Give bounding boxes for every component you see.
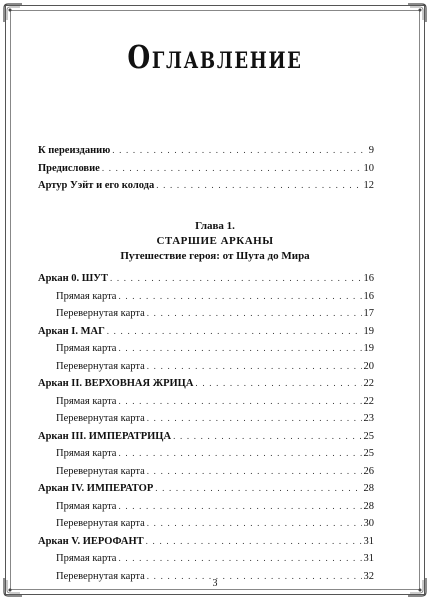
leader-dots: [118, 498, 361, 516]
toc-entry-page: 20: [363, 360, 374, 372]
toc-entry-page: 30: [363, 518, 374, 529]
toc-entry-page: 32: [363, 570, 374, 582]
toc-entry-arcana[interactable]: [38, 428, 374, 446]
toc-entry-label: Прямая карта: [56, 553, 117, 564]
toc-entry-page: 16: [363, 273, 374, 284]
arcana-list: [38, 270, 374, 585]
toc-entry-label: Перевернутая карта: [56, 360, 145, 372]
chapter-subtitle: Путешествие героя: от Шута до Мира: [120, 250, 310, 262]
toc-entry-label: Аркан 0. ШУТ: [38, 273, 108, 284]
toc-entry-label: Предисловие: [38, 162, 100, 174]
toc-entry-page: 22: [363, 395, 374, 407]
page-number: 3: [212, 578, 218, 589]
leader-dots: [107, 323, 362, 341]
toc-entry-label: Прямая карта: [56, 500, 117, 512]
toc-entry-label: Перевернутая карта: [56, 465, 145, 477]
toc-entry-label: К переизданию: [38, 145, 111, 156]
leader-dots: [147, 410, 362, 428]
toc-entry-card[interactable]: [38, 445, 374, 463]
toc-entry-label: Перевернутая карта: [56, 308, 145, 319]
front-matter-list: [38, 142, 374, 195]
leader-dots: [146, 533, 362, 551]
page-title: Оглавление: [127, 38, 303, 76]
toc-entry-page: 25: [363, 430, 374, 442]
toc-entry-page: 16: [363, 290, 374, 302]
toc-entry-page: 9: [368, 145, 374, 156]
chapter-name: СТАРШИЕ АРКАНЫ: [156, 235, 274, 247]
leader-dots: [110, 270, 362, 288]
toc-entry-label: Аркан III. ИМПЕРАТРИЦА: [38, 430, 172, 442]
leader-dots: [118, 550, 361, 568]
leader-dots: [195, 375, 361, 393]
chapter-heading: [0, 219, 430, 264]
toc-entry-label: Аркан V. ИЕРОФАНТ: [38, 535, 144, 547]
toc-entry-label: Прямая карта: [56, 395, 117, 407]
toc-entry-card[interactable]: [38, 515, 374, 533]
toc-entry[interactable]: [38, 177, 374, 195]
toc-entry-label: Прямая карта: [56, 343, 117, 354]
corner-ornament-icon: [406, 2, 428, 24]
leader-dots: [118, 445, 361, 463]
toc-entry-label: Аркан I. МАГ: [38, 325, 105, 337]
toc-entry-page: 12: [363, 180, 374, 191]
toc-entry-card[interactable]: [38, 463, 374, 481]
toc-entry-label: Перевернутая карта: [56, 413, 145, 424]
toc-entry-card[interactable]: [38, 340, 374, 358]
toc-entry-page: 17: [363, 308, 374, 319]
toc-entry-page: 23: [363, 413, 374, 424]
toc-entry-arcana[interactable]: [38, 270, 374, 288]
toc-entry-card[interactable]: [38, 393, 374, 411]
leader-dots: [147, 515, 362, 533]
toc-entry-page: 31: [363, 535, 374, 547]
leader-dots: [147, 358, 362, 376]
toc-entry-card[interactable]: [38, 410, 374, 428]
toc-entry-arcana[interactable]: [38, 323, 374, 341]
toc-entry-arcana[interactable]: [38, 375, 374, 393]
toc-entry-card[interactable]: [38, 305, 374, 323]
toc-entry-page: 25: [363, 448, 374, 459]
toc-entry-label: Перевернутая карта: [56, 570, 145, 582]
leader-dots: [173, 428, 361, 446]
leader-dots: [156, 177, 361, 195]
toc-entry-label: Артур Уэйт и его колода: [38, 180, 155, 191]
toc-entry-page: 10: [363, 162, 374, 174]
toc-entry-label: Прямая карта: [56, 448, 117, 459]
toc-entry-card[interactable]: [38, 498, 374, 516]
leader-dots: [155, 480, 361, 498]
toc-entry-card[interactable]: [38, 358, 374, 376]
toc-entry-page: 28: [363, 483, 374, 494]
toc-entry-label: Аркан II. ВЕРХОВНАЯ ЖРИЦА: [38, 378, 194, 389]
toc-entry-card[interactable]: [38, 288, 374, 306]
leader-dots: [147, 463, 362, 481]
toc-entry-arcana[interactable]: [38, 533, 374, 551]
toc-entry-page: 26: [363, 465, 374, 477]
toc-entry-page: 19: [363, 325, 374, 337]
toc-entry[interactable]: [38, 142, 374, 160]
toc-entry-page: 19: [363, 343, 374, 354]
toc-entry-arcana[interactable]: [38, 480, 374, 498]
leader-dots: [147, 305, 362, 323]
toc-entry-page: 31: [363, 553, 374, 564]
toc-entry[interactable]: [38, 160, 374, 178]
leader-dots: [118, 288, 361, 306]
toc-entry-label: Аркан IV. ИМПЕРАТОР: [38, 483, 154, 494]
toc-entry-label: Перевернутая карта: [56, 518, 145, 529]
toc-entry-card[interactable]: [38, 550, 374, 568]
toc-entry-label: Прямая карта: [56, 290, 117, 302]
leader-dots: [118, 340, 361, 358]
leader-dots: [112, 142, 367, 160]
leader-dots: [102, 160, 362, 178]
corner-ornament-icon: [2, 2, 24, 24]
leader-dots: [118, 393, 361, 411]
toc-entry-page: 22: [363, 378, 374, 389]
toc-entry-page: 28: [363, 500, 374, 512]
chapter-number: Глава 1.: [195, 220, 235, 232]
